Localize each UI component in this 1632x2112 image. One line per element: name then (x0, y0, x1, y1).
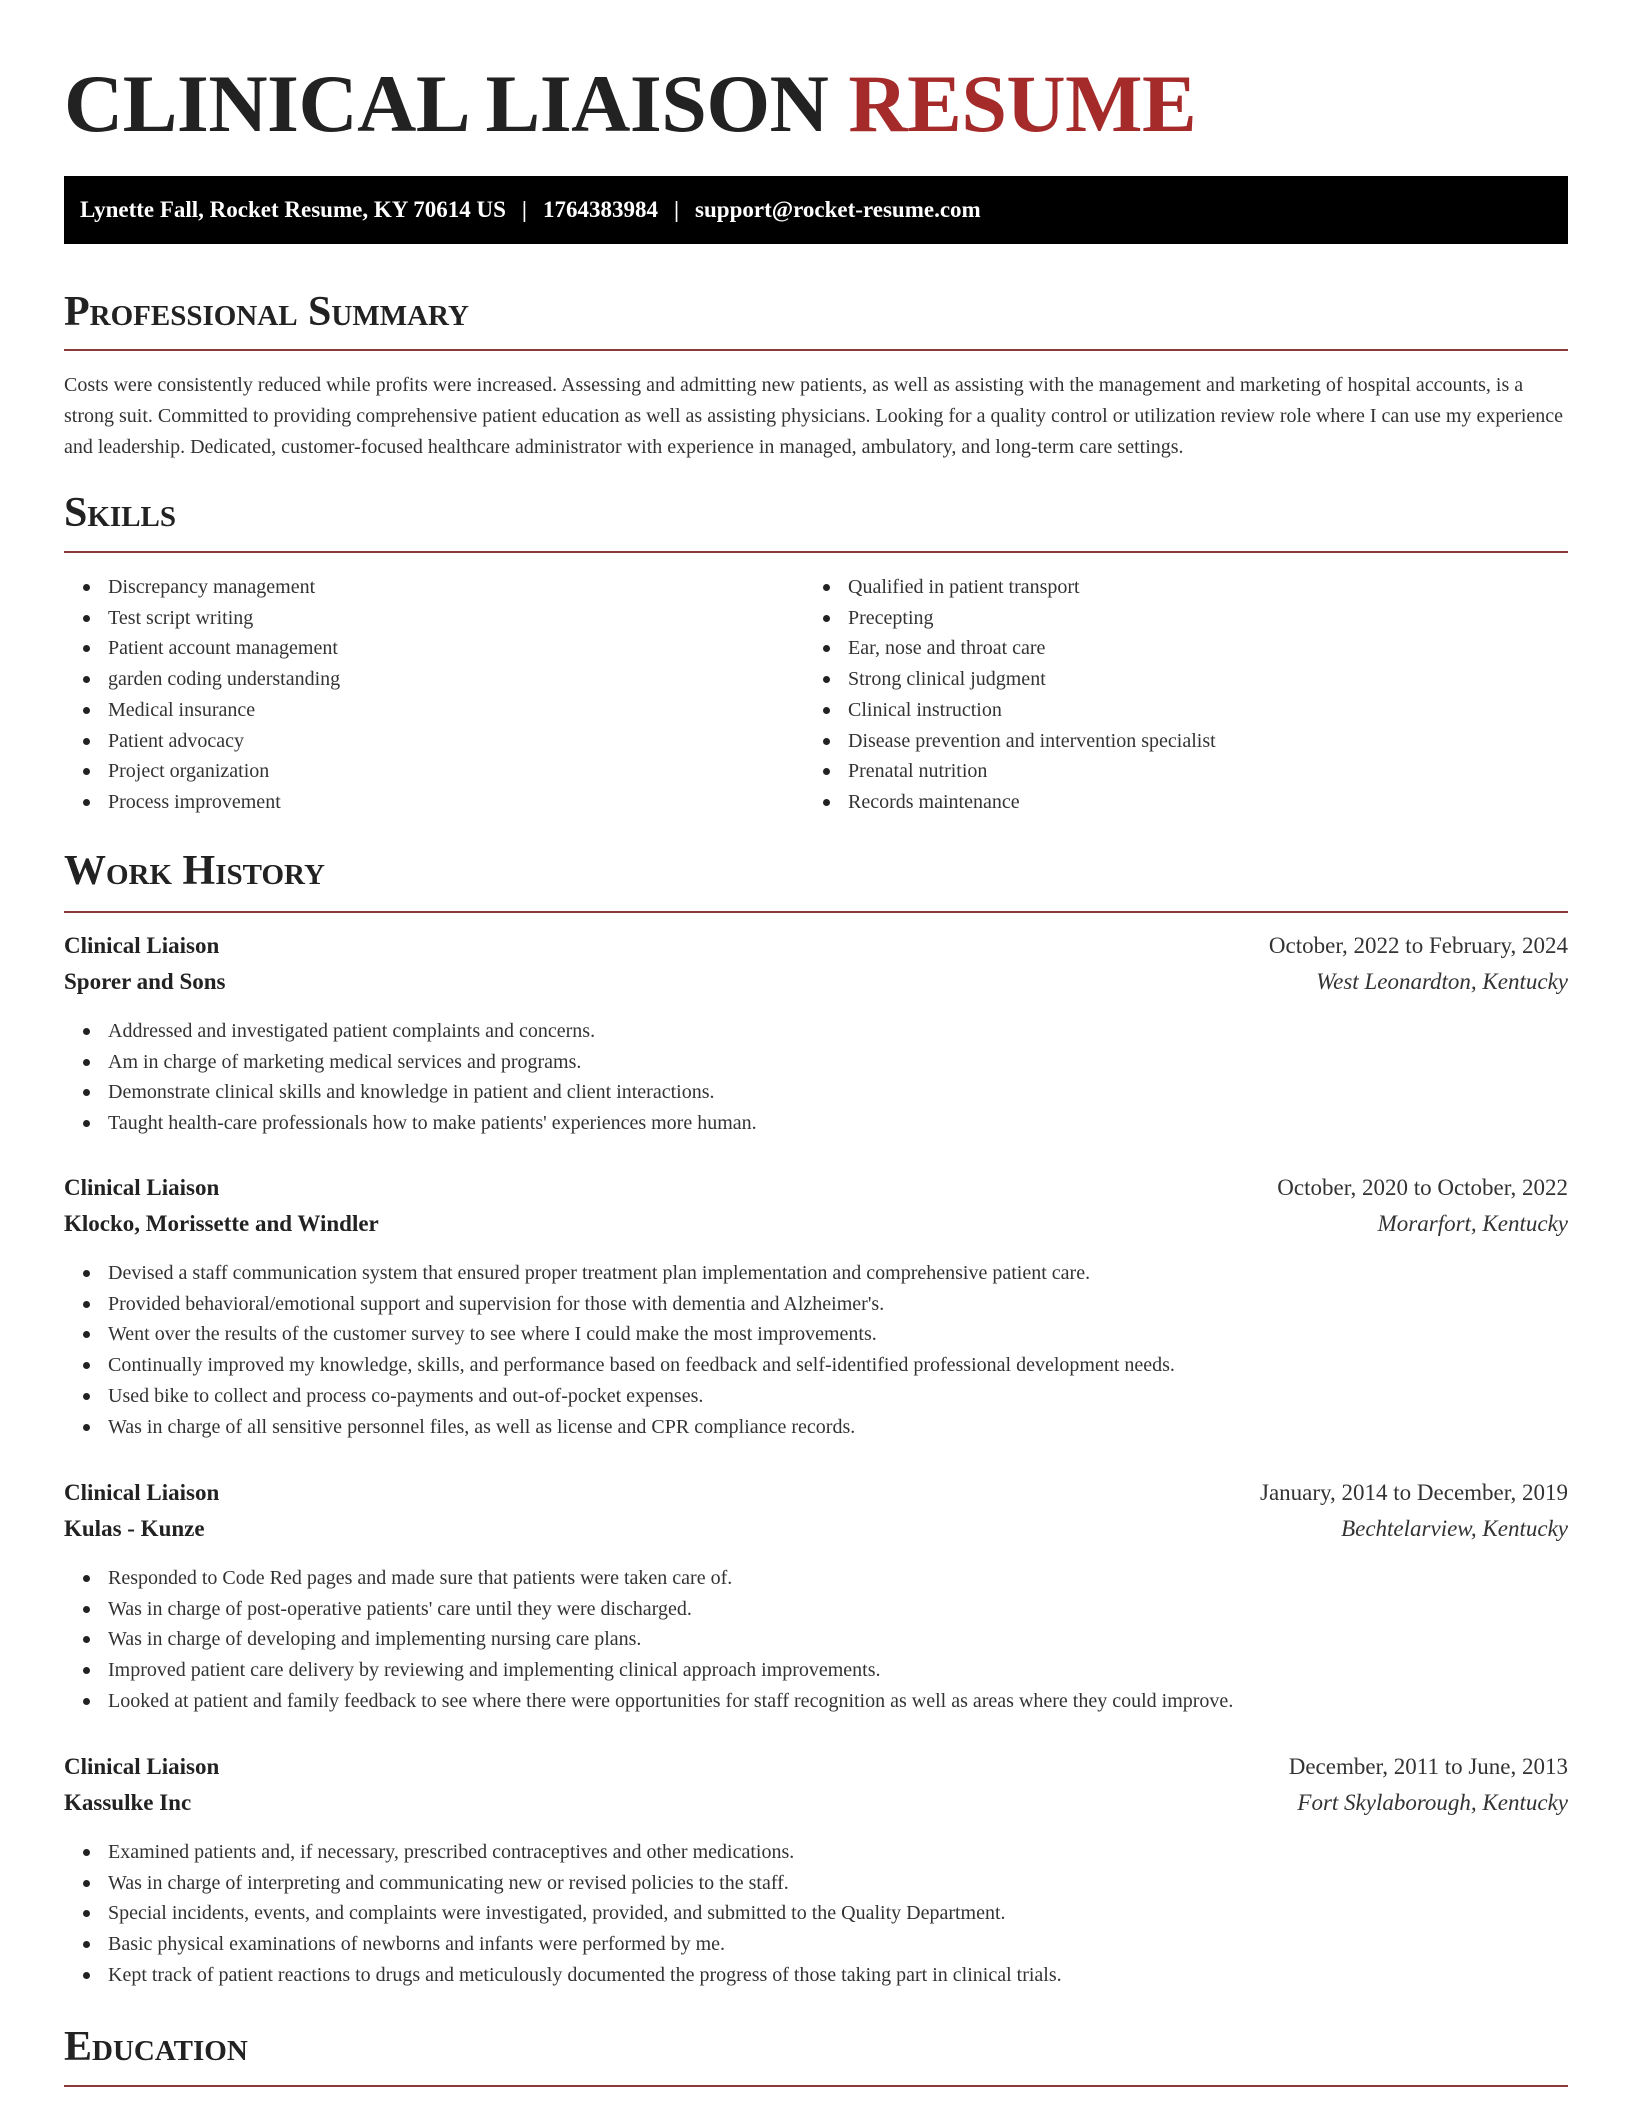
job-dates: January, 2014 to December, 2019 (1260, 1480, 1568, 1505)
contact-separator: | (673, 197, 680, 222)
section-divider (64, 911, 1568, 913)
resume-title (64, 58, 1196, 150)
job-title: Clinical Liaison (64, 1480, 220, 1505)
job-bullet: Provided behavioral/emotional support and supervision for those with dementia and Alzheimer's. (64, 1289, 1568, 1320)
skills-left-list (64, 572, 804, 818)
job-bullet: Special incidents, events, and complaints were investigated, provided, and submitted to the Quality Department. (64, 1898, 1568, 1929)
title-accent: RESUME (848, 58, 1197, 149)
job-bullet: Taught health-care professionals how to make patients' experiences more human. (64, 1108, 1568, 1139)
skill-item: Disease prevention and intervention specialist (804, 726, 1544, 757)
job-bullet: Kept track of patient reactions to drugs and meticulously documented the progress of those taking part in clinical trials. (64, 1960, 1568, 1991)
job-bullet: Looked at patient and family feedback to see where there were opportunities for staff recognition as well as areas where they could improve. (64, 1686, 1568, 1717)
job-company: Klocko, Morissette and Windler (64, 1211, 379, 1236)
job-bullet: Devised a staff communication system that ensured proper treatment plan implementation and comprehensive patient care. (64, 1258, 1568, 1289)
skill-item: Medical insurance (64, 695, 804, 726)
skills-left-column (64, 572, 804, 818)
job-bullet: Responded to Code Red pages and made sure that patients were taken care of. (64, 1563, 1568, 1594)
contact-separator: | (521, 197, 527, 222)
job-location: Morarfort, Kentucky (1377, 1211, 1568, 1236)
skill-item: Discrepancy management (64, 572, 804, 603)
job-bullets (64, 1016, 1568, 1139)
skill-item: Patient advocacy (64, 726, 804, 757)
contact-email[interactable]: support@rocket-resume.com (695, 197, 981, 222)
skills-right-list (804, 572, 1544, 818)
job-bullet: Used bike to collect and process co-payments and out-of-pocket expenses. (64, 1381, 1568, 1412)
job-dates: October, 2022 to February, 2024 (1268, 933, 1568, 958)
job-company: Kassulke Inc (64, 1790, 192, 1815)
skill-item: Test script writing (64, 603, 804, 634)
job-title: Clinical Liaison (64, 1754, 220, 1779)
skill-item: Prenatal nutrition (804, 756, 1544, 787)
job-title: Clinical Liaison (64, 1175, 220, 1200)
job-bullet: Improved patient care delivery by reviewing and implementing clinical approach improvements. (64, 1655, 1568, 1686)
skill-item: Ear, nose and throat care (804, 633, 1544, 664)
skill-item: Clinical instruction (804, 695, 1544, 726)
section-divider (64, 349, 1568, 351)
job-location: Bechtelarview, Kentucky (1341, 1516, 1568, 1541)
summary-text: Costs were consistently reduced while profits were increased. Assessing and admitting new patients, as well as assisting with the management and marketing of hospital accounts, is a strong suit. Committed to providing comprehensive patient education as well as assisting physicians. Looking for a quality control or utilization review role where I can use my experience and leadership. Dedicated, customer-focused healthcare administrator with experience in managed, ambulatory, and long-term care settings. (64, 374, 1564, 458)
job-dates: December, 2011 to June, 2013 (1288, 1754, 1568, 1779)
job-location: Fort Skylaborough, Kentucky (1297, 1790, 1568, 1815)
job-bullet: Addressed and investigated patient complaints and concerns. (64, 1016, 1568, 1047)
job-bullets (64, 1258, 1568, 1442)
section-divider (64, 2085, 1568, 2087)
skill-item: Project organization (64, 756, 804, 787)
job-bullet: Examined patients and, if necessary, prescribed contraceptives and other medications. (64, 1837, 1568, 1868)
summary-heading: Professional Summary (64, 289, 469, 335)
contact-phone[interactable]: 1764383984 (542, 197, 658, 222)
skill-item: Patient account management (64, 633, 804, 664)
job-company: Kulas - Kunze (64, 1516, 205, 1541)
skill-item: Process improvement (64, 787, 804, 818)
skills-heading: Skills (64, 490, 177, 536)
contact-address: Lynette Fall, Rocket Resume, KY 70614 US (80, 197, 506, 222)
education-heading: Education (64, 2024, 248, 2070)
job-bullet: Was in charge of interpreting and communicating new or revised policies to the staff. (64, 1868, 1568, 1899)
job-bullet: Demonstrate clinical skills and knowledge in patient and client interactions. (64, 1077, 1568, 1108)
job-bullet: Went over the results of the customer survey to see where I could make the most improvements. (64, 1319, 1568, 1350)
job-bullet: Am in charge of marketing medical services and programs. (64, 1047, 1568, 1078)
job-entry (64, 1480, 1568, 1717)
job-company: Sporer and Sons (64, 969, 226, 994)
job-location: West Leonardton, Kentucky (1316, 969, 1568, 994)
skill-item: Precepting (804, 603, 1544, 634)
job-entry (64, 1754, 1568, 1991)
job-entry (64, 1175, 1568, 1442)
job-bullet: Was in charge of all sensitive personnel files, as well as license and CPR compliance records. (64, 1412, 1568, 1443)
skill-item: Records maintenance (804, 787, 1544, 818)
skill-item: Qualified in patient transport (804, 572, 1544, 603)
job-bullet: Continually improved my knowledge, skills, and performance based on feedback and self-identified professional development needs. (64, 1350, 1568, 1381)
job-entry (64, 933, 1568, 1139)
job-dates: October, 2020 to October, 2022 (1277, 1175, 1568, 1200)
work-history-heading: Work History (64, 848, 325, 894)
job-bullet: Was in charge of post-operative patients' care until they were discharged. (64, 1594, 1568, 1625)
contact-bar (64, 176, 1568, 244)
section-divider (64, 551, 1568, 553)
job-bullets (64, 1563, 1568, 1717)
job-bullet: Basic physical examinations of newborns and infants were performed by me. (64, 1929, 1568, 1960)
skill-item: Strong clinical judgment (804, 664, 1544, 695)
skills-right-column (804, 572, 1544, 818)
skill-item: garden coding understanding (64, 664, 804, 695)
job-title: Clinical Liaison (64, 933, 220, 958)
job-bullet: Was in charge of developing and implementing nursing care plans. (64, 1624, 1568, 1655)
title-main: CLINICAL LIAISON (64, 58, 829, 149)
job-bullets (64, 1837, 1568, 1991)
